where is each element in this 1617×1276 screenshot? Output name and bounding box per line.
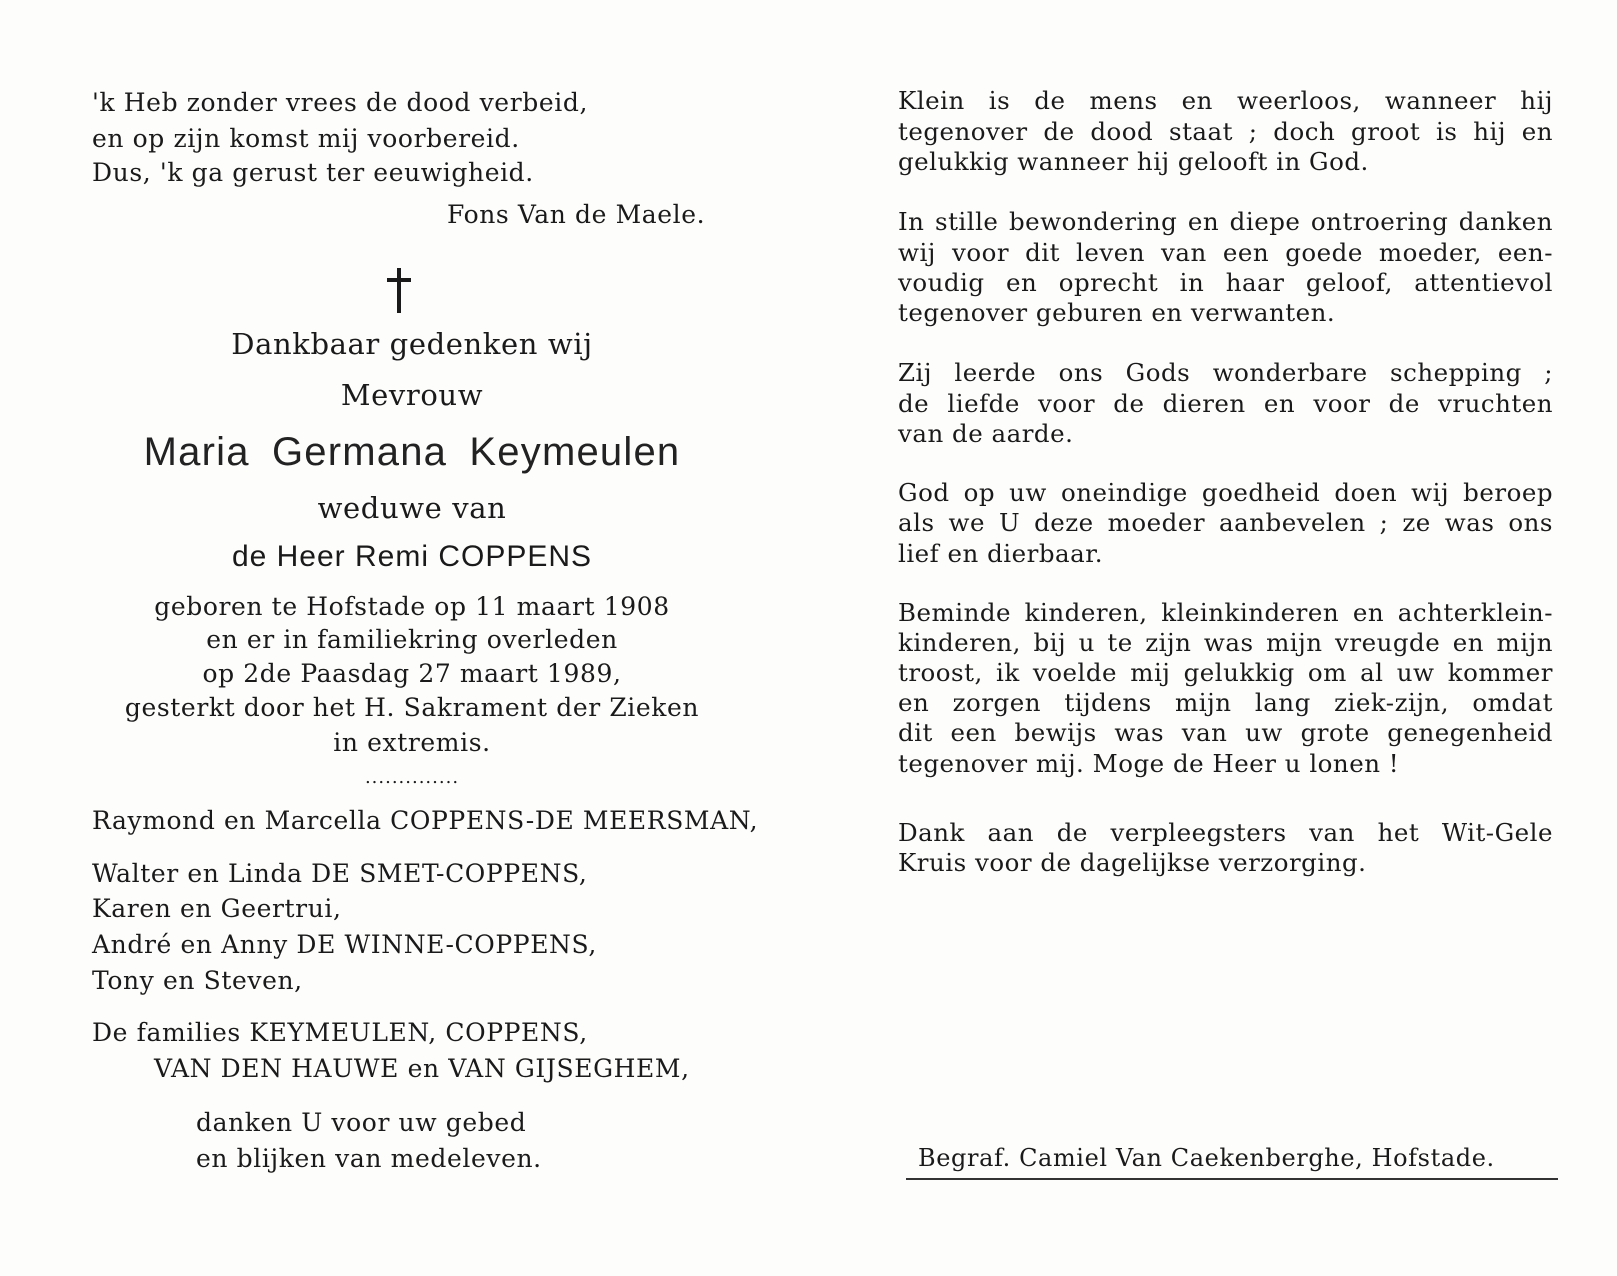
deceased-name: Maria Germana Keymeulen — [143, 430, 681, 474]
paragraph-5-line: en zorgen tijdens mijn lang ziek-zijn, omdat — [898, 688, 1553, 717]
funeral-director: Begraf. Camiel Van Caekenberghe, Hofstade. — [918, 1144, 1495, 1172]
paragraph-1-line: tegenover de dood staat ; doch groot is hij en — [898, 117, 1553, 146]
paragraph-5-line: kinderen, bij u te zijn was mijn vreugde en mijn — [898, 628, 1553, 657]
paragraph-6-line: Dank aan de verpleegsters van het Wit-Gele — [898, 818, 1553, 847]
detail-line-5: in extremis. — [333, 728, 491, 757]
thanks-line-1: danken U voor uw gebed — [196, 1108, 527, 1137]
paragraph-2-line: voudig en oprecht in haar geloof, attentievol — [898, 268, 1553, 297]
separator: .............. — [364, 767, 460, 788]
paragraph-3-line: van de aarde. — [898, 419, 1074, 448]
detail-line-3: op 2de Paasdag 27 maart 1989, — [202, 659, 622, 688]
paragraph-4-line: lief en dierbaar. — [898, 539, 1104, 568]
paragraph-2-line: tegenover geburen en verwanten. — [898, 298, 1336, 327]
paragraph-3-line: Zij leerde ons Gods wonderbare schepping ; — [898, 358, 1553, 387]
family-line: De families KEYMEULEN, COPPENS, — [92, 1018, 588, 1047]
spouse-name: de Heer Remi COPPENS — [231, 540, 593, 573]
paragraph-5-line: tegenover mij. Moge de Heer u lonen ! — [898, 749, 1400, 778]
family-line: Raymond en Marcella COPPENS-DE MEERSMAN, — [92, 806, 759, 835]
paragraph-5-line: dit een bewijs was van uw grote genegenheid — [898, 718, 1553, 747]
family-line: VAN DEN HAUWE en VAN GIJSEGHEM, — [154, 1054, 690, 1083]
family-line: André en Anny DE WINNE-COPPENS, — [92, 930, 597, 959]
poem-line-1: 'k Heb zonder vrees de dood verbeid, — [92, 88, 588, 117]
paragraph-2-line: In stille bewondering en diepe ontroering danken — [898, 207, 1553, 236]
paragraph-2-line: wij voor dit leven van een goede moeder, een- — [898, 238, 1553, 267]
family-line: Karen en Geertrui, — [92, 894, 342, 923]
paragraph-4-line: als we U deze moeder aanbevelen ; ze was ons — [898, 508, 1553, 537]
footer-divider — [906, 1178, 1558, 1180]
paragraph-1-line: gelukkig wanneer hij gelooft in God. — [898, 147, 1369, 176]
paragraph-5-line: Beminde kinderen, kleinkinderen en achterklein- — [898, 598, 1553, 627]
title-text: Mevrouw — [340, 378, 484, 412]
family-line: Walter en Linda DE SMET-COPPENS, — [92, 859, 588, 888]
family-line: Tony en Steven, — [92, 966, 303, 995]
paragraph-5-line: troost, ik voelde mij gelukkig om al uw kommer — [898, 658, 1553, 687]
poem-author: Fons Van de Maele. — [447, 200, 706, 229]
cross-icon — [397, 268, 401, 313]
poem-line-3: Dus, 'k ga gerust ter eeuwigheid. — [92, 158, 534, 187]
detail-line-1: geboren te Hofstade op 11 maart 1908 — [154, 592, 670, 621]
poem-line-2: en op zijn komst mij voorbereid. — [92, 124, 520, 153]
paragraph-6-line: Kruis voor de dagelijkse verzorging. — [898, 848, 1367, 877]
paragraph-1-line: Klein is de mens en weerloos, wanneer hij — [898, 86, 1553, 115]
widow-of-text: weduwe van — [317, 491, 507, 525]
intro-text: Dankbaar gedenken wij — [231, 327, 593, 361]
thanks-line-2: en blijken van medeleven. — [196, 1144, 542, 1173]
detail-line-4: gesterkt door het H. Sakrament der Zieken — [124, 693, 700, 722]
detail-line-2: en er in familiekring overleden — [206, 625, 618, 654]
paragraph-4-line: God op uw oneindige goedheid doen wij beroep — [898, 478, 1553, 507]
paragraph-3-line: de liefde voor de dieren en voor de vruchten — [898, 389, 1553, 418]
